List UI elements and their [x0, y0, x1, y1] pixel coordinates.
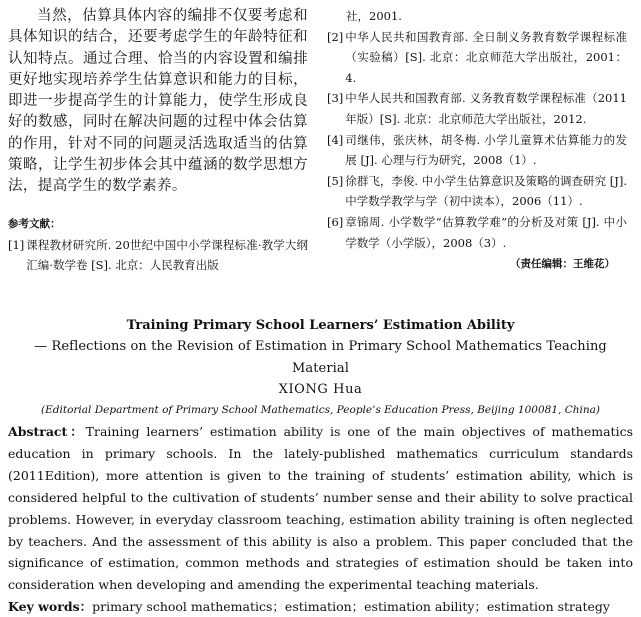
reference-text: 司继伟，张庆林，胡冬梅. 小学儿童算术估算能力的发展 [J]. 心理与行为研究，2008（1）. [345, 132, 627, 168]
reference-1 [8, 235, 308, 276]
reference-number: [2] [327, 29, 344, 44]
abstract-paragraph [8, 421, 633, 596]
reference-text: 社，2001. [346, 9, 402, 23]
reference-number: [4] [327, 132, 344, 147]
abstract-label: Abstract： [8, 424, 86, 439]
abstract-text: Training learners’ estimation ability is one of the main objectives of mathematics education in primary schools. In the lately-published mathematics curriculum standards (2011Edition), more attention is given to the training of students’ estimation ability, which is considered helpful to the cultivation of students’ number sense and their ability to solve practical problems. However, in everyday classroom teaching, estimation ability training is often neglected by teachers. And the assessment of this ability is also a problem. This paper concluded that the significance of estimation, common methods and strategies of estimation should be taken into consideration when developing and amending the experimental teaching materials. [8, 424, 633, 593]
reference-text: 中华人民共和国教育部. 义务教育数学课程标准（2011年版）[S]. 北京：北京师范大学出版社，2012. [345, 91, 627, 126]
reference-5 [327, 171, 627, 212]
reference-4 [327, 130, 627, 171]
keywords-line [8, 596, 633, 617]
reference-3 [327, 88, 627, 129]
reference-2 [327, 27, 627, 89]
author-name: XIONG Hua [278, 382, 363, 397]
reference-6 [327, 212, 627, 253]
reference-1-continued [327, 6, 627, 27]
english-abstract-block [8, 316, 633, 617]
reference-number: [6] [327, 214, 344, 229]
reference-text: 课程教材研究所. 20世纪中国中小学课程标准·教学大纲汇编·数学卷 [S]. 北京：人民教育出版 [26, 237, 308, 273]
reference-number: [3] [327, 91, 344, 106]
keywords-label: Key words： [8, 599, 93, 615]
reference-text: 徐群飞，李俊. 中小学生估算意识及策略的调查研究 [J]. 中学数学教学与学（初中读本），2006（11）. [345, 173, 627, 209]
left-column [8, 6, 308, 276]
reference-text: 中华人民共和国教育部. 全日制义务教育数学课程标准（实验稿）[S]. 北京：北京师范大学出版社，2001：4. [345, 29, 627, 85]
reference-text: 章锦周. 小学数学“估算教学难”的分析及对策 [J]. 中小学数学（小学版），2008（3）. [345, 214, 627, 250]
reference-number: [1] [8, 237, 25, 252]
responsible-editor: （责任编辑：王维花） [510, 258, 615, 271]
body-paragraph: 当然，估算具体内容的编排不仅要考虑和具体知识的结合，还要考虑学生的年龄特征和认知特点。通过合理、恰当的内容设置和编排更好地实现培养学生估算意识和能力的目标，即进一步提高学生的计算能力，使学生形成良好的数感，同时在解决问题的过程中体会估算的作用，针对不同的问题灵活选取适当的估算策略，让学生初步体会其中蕴涵的数学思想方法，提高学生的数学素养。 [8, 8, 308, 195]
reference-number: [5] [327, 173, 344, 188]
keywords-text: primary school mathematics；estimation；estimation ability；estimation strategy [92, 599, 610, 615]
right-column [327, 6, 627, 271]
references-heading: 参考文献： [8, 217, 61, 230]
author-affiliation: (Editorial Department of Primary School Mathematics, People’s Education Press, Beijing 100081, China) [41, 404, 600, 416]
english-title: Training Primary School Learners’ Estimation Ability [126, 318, 515, 333]
english-subtitle: — Reflections on the Revision of Estimation in Primary School Mathematics Teaching Material [34, 339, 607, 376]
